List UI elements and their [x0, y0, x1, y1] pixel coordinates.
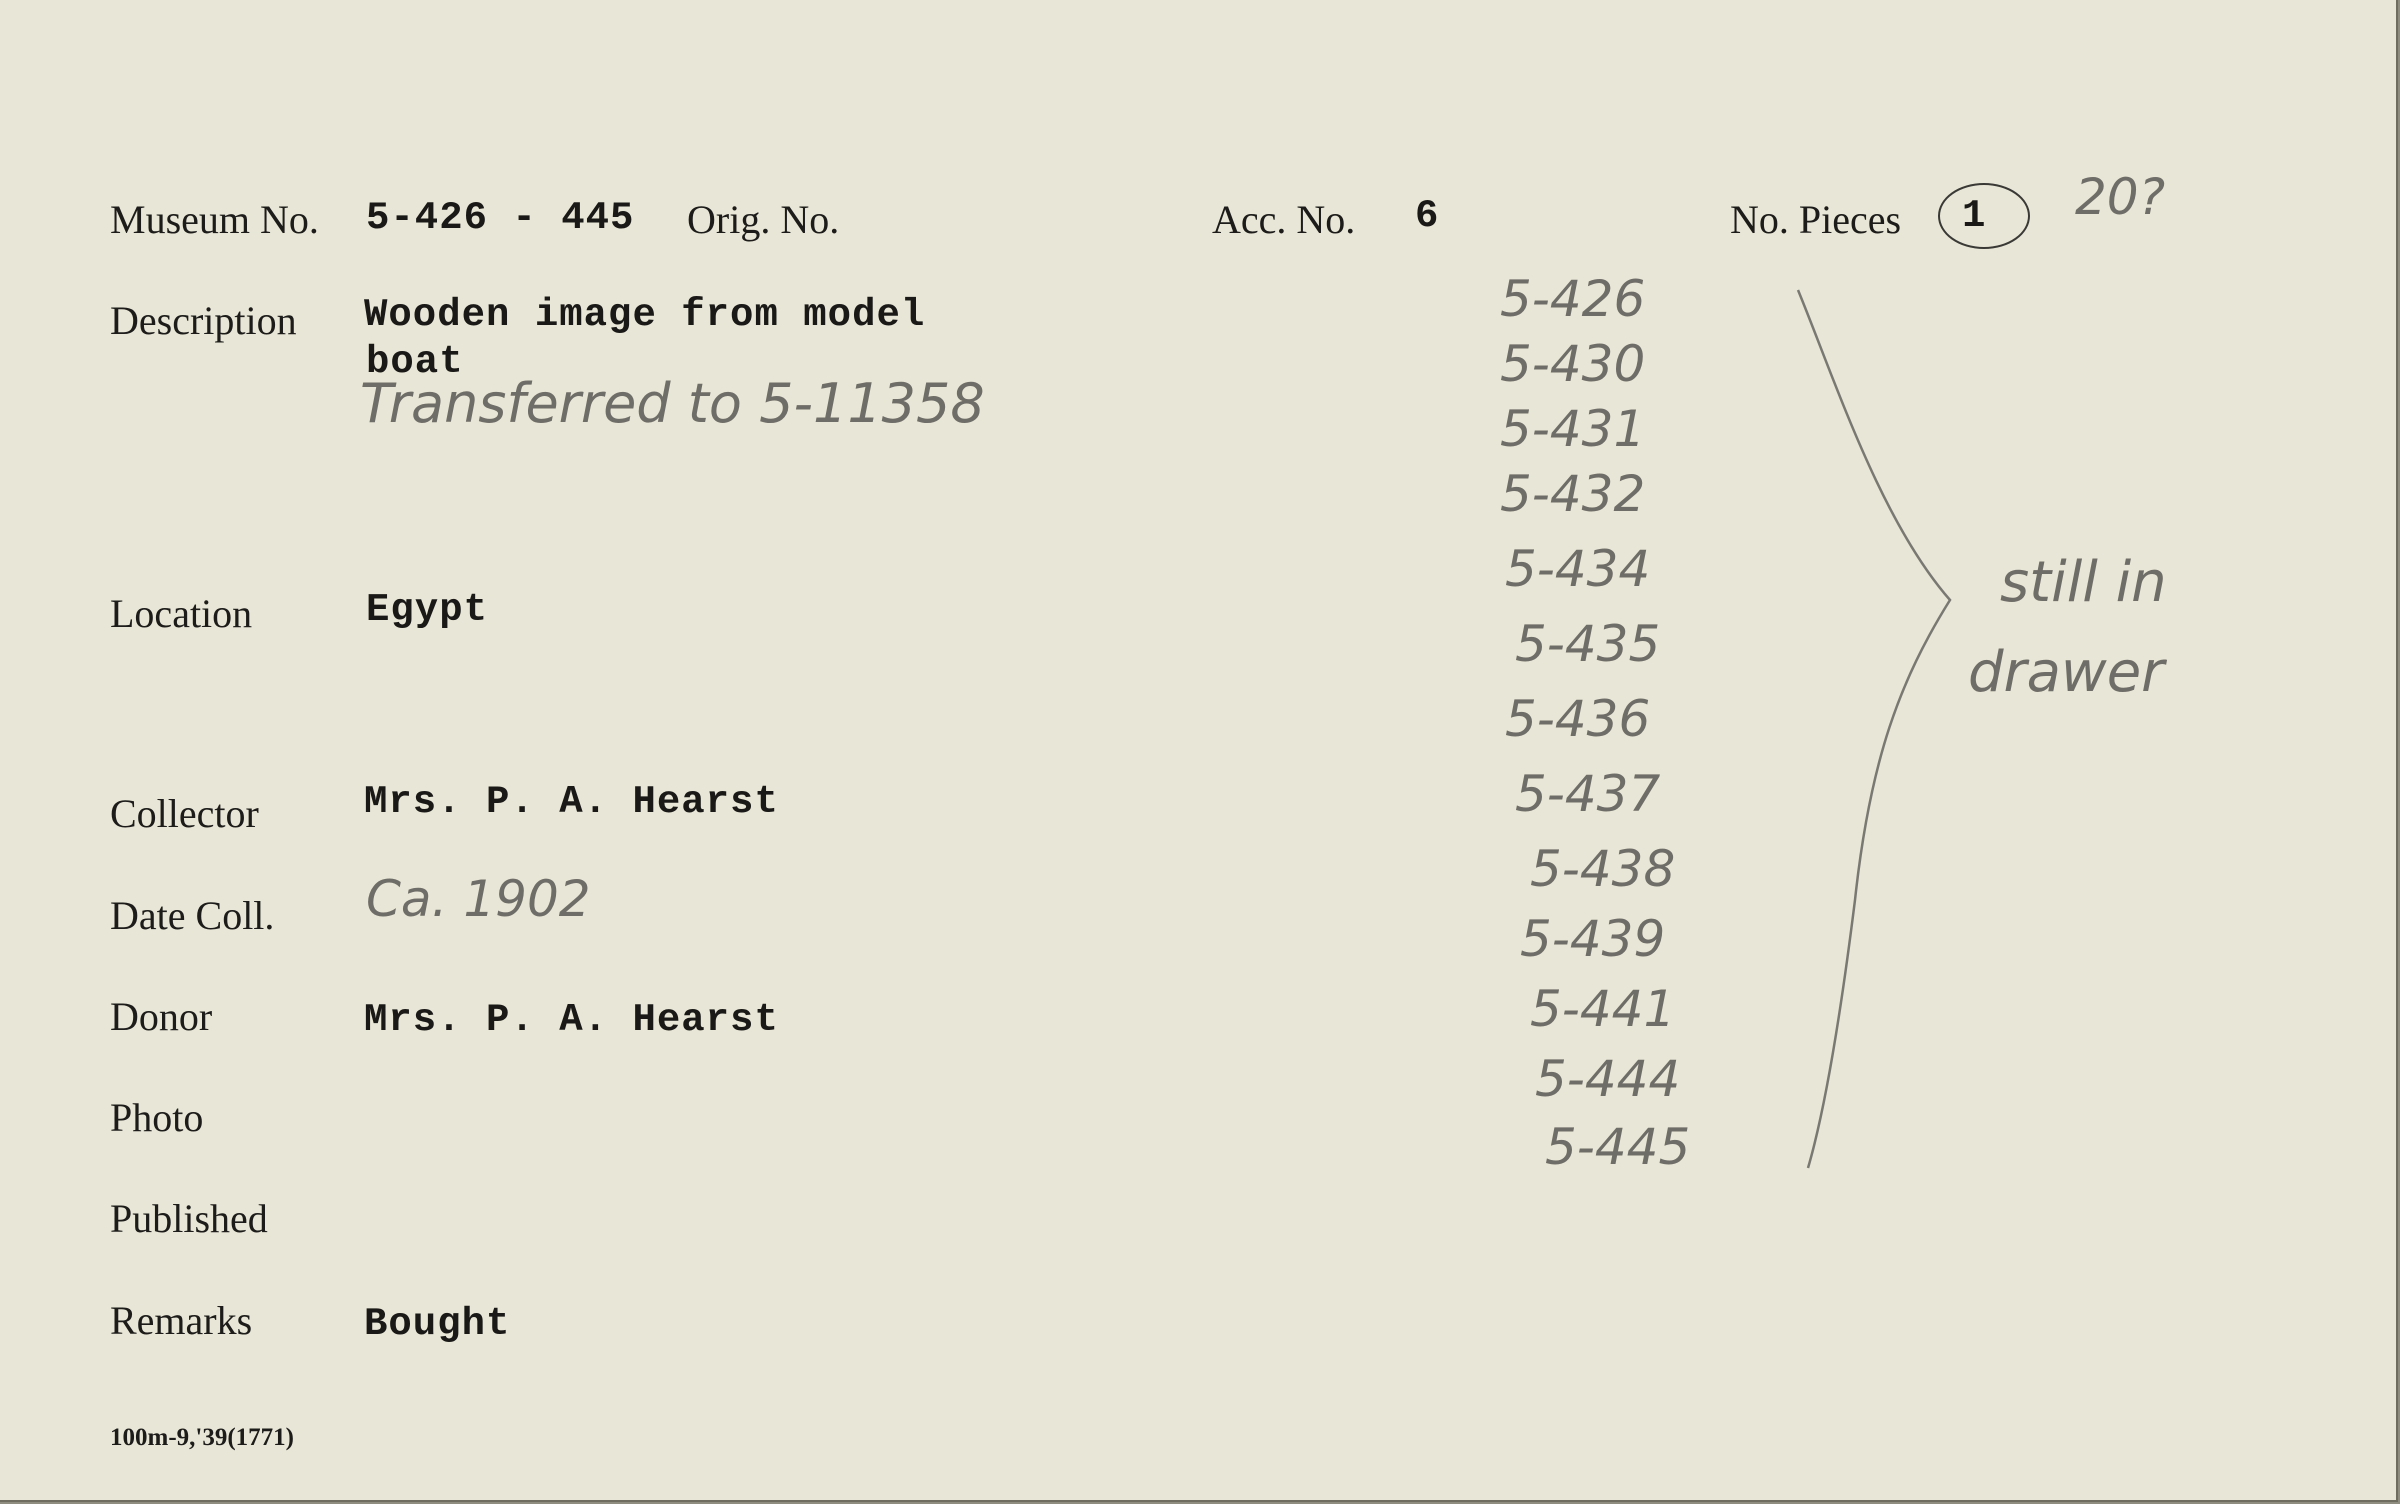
orig-no-label: Orig. No. — [687, 197, 840, 242]
location-value: Egypt — [366, 588, 489, 632]
published-label: Published — [110, 1196, 268, 1241]
still-in-note: still in — [2000, 550, 2167, 615]
number-item: 5-441 — [1530, 980, 1676, 1038]
museum-no-label: Museum No. — [110, 197, 319, 242]
number-item: 5-426 — [1500, 270, 1646, 328]
description-label: Description — [110, 298, 297, 343]
pieces-note: 20? — [2075, 168, 2166, 226]
transferred-note: Transferred to 5-11358 — [360, 372, 985, 435]
number-item: 5-437 — [1515, 765, 1661, 823]
remarks-value: Bought — [364, 1302, 511, 1346]
number-item: 5-445 — [1545, 1118, 1691, 1176]
number-item: 5-436 — [1505, 690, 1651, 748]
no-pieces-label: No. Pieces — [1730, 197, 1902, 242]
number-item: 5-439 — [1520, 910, 1666, 968]
acc-no-value: 6 — [1415, 194, 1440, 238]
number-item: 5-430 — [1500, 335, 1646, 393]
number-item: 5-444 — [1535, 1050, 1681, 1108]
photo-label: Photo — [110, 1095, 204, 1140]
number-item: 5-431 — [1500, 400, 1646, 458]
donor-value: Mrs. P. A. Hearst — [364, 998, 779, 1042]
remarks-label: Remarks — [110, 1298, 253, 1343]
acc-no-label: Acc. No. — [1212, 197, 1356, 242]
donor-label: Donor — [110, 994, 213, 1039]
date-coll-value: Ca. 1902 — [366, 870, 591, 928]
museum-no-value: 5-426 - 445 — [366, 196, 635, 240]
number-item: 5-432 — [1500, 465, 1646, 523]
collector-value: Mrs. P. A. Hearst — [364, 780, 779, 824]
description-line1: Wooden image from model — [364, 293, 926, 337]
description-line2: boat — [366, 340, 464, 384]
number-item: 5-438 — [1530, 840, 1676, 898]
no-pieces-value: 1 — [1962, 194, 1987, 238]
drawer-note: drawer — [1968, 640, 2165, 705]
date-coll-label: Date Coll. — [110, 893, 275, 938]
number-item: 5-434 — [1505, 540, 1651, 598]
number-item: 5-435 — [1515, 615, 1661, 673]
location-label: Location — [110, 591, 253, 636]
collector-label: Collector — [110, 791, 259, 836]
card-footer-code: 100m-9,'39(1771) — [110, 1424, 294, 1451]
